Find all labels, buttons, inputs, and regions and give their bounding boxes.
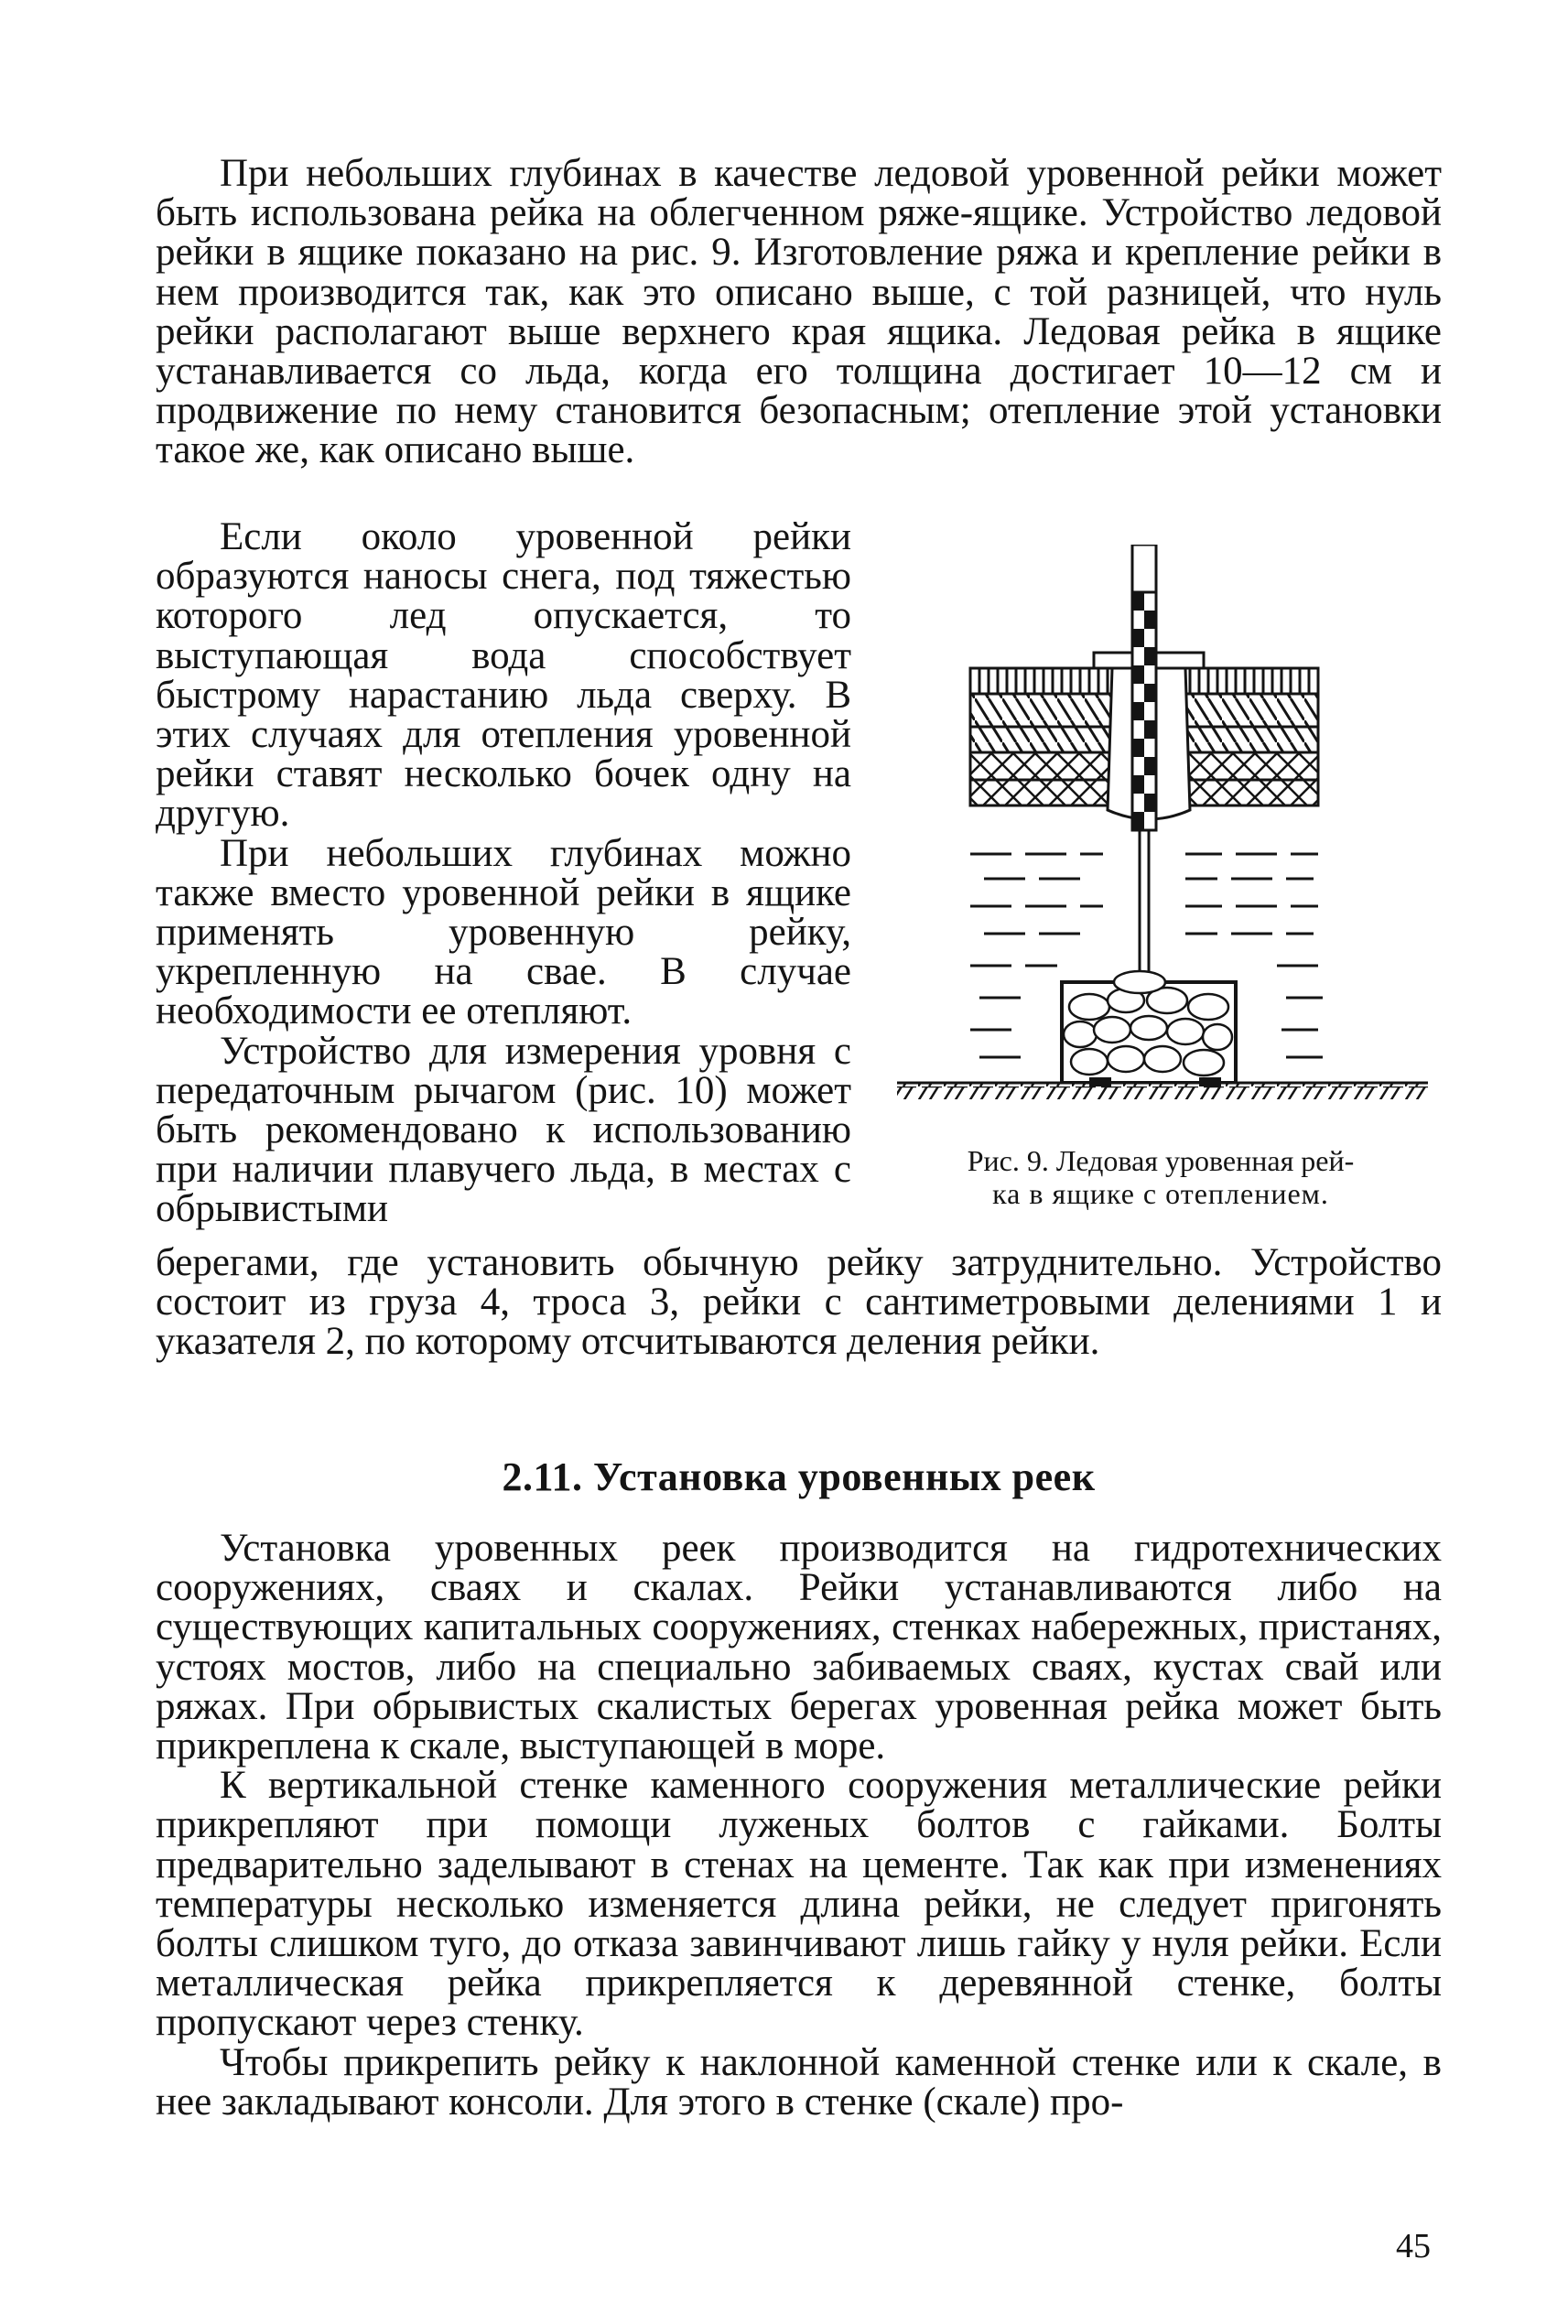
- ground: [897, 1083, 1428, 1099]
- staff-checker: [1132, 592, 1156, 830]
- ice-gauge-illustration: [892, 545, 1442, 1112]
- text-block-section: [156, 1529, 1442, 2122]
- text-block-tail: [156, 1243, 1442, 1362]
- paragraph: Устройство для измерения уровня с передаточным рычагом (рис. 10) может быть рекомендовано к использованию при наличии плавучего льда, в местах с обрывистыми: [156, 1029, 851, 1231]
- figure-ice-gauge: [892, 545, 1442, 1112]
- caption-line-1: Рис. 9. Ледовая уровенная рей-: [967, 1144, 1355, 1177]
- caption-line-2: ка в ящике с отеплением.: [992, 1177, 1329, 1210]
- text-block-top: [156, 154, 1442, 470]
- paragraph: Если около уровенной рейки образуются наносы снега, под тяжестью которого лед опускается, то выступающая вода способствует быстрому нарастанию льда сверху. В этих случаях для отепления уровенной рейки ставят несколько бочек одну на другую.: [156, 515, 851, 836]
- paragraph: Установка уровенных реек производится на гидротехнических сооружениях, сваях и скалах. Рейки устанавливаются либо на существующих капитальных сооружениях, стенках набережных, пристанях, устоях мостов, либо на специально забиваемых сваях, кустах свай или ряжах. При обрывистых скалистых берегах уровенная рейка может быть прикреплена к скале, выступающей в море.: [156, 1527, 1442, 1768]
- paragraph-continuation: берегами, где установить обычную рейку затруднительно. Устройство состоит из груза 4, троса 3, рейки с сантиметровыми делениями 1 и указателя 2, по которому отсчитываются деления рейки.: [156, 1241, 1442, 1364]
- section-heading: 2.11. Установка уровенных реек: [502, 1454, 1096, 1499]
- text-block-left-column: [156, 517, 851, 1229]
- paragraph: При небольших глубинах в качестве ледовой уровенной рейки может быть использована рейка на облегченном ряже-ящике. Устройство ледовой рейки в ящике показано на рис. 9. Изготовление ряжа и крепление рейки в нем производится так, как это описано выше, с той разницей, что нуль рейки располагают выше верхнего края ящика. Ледовая рейка в ящике устанавливается со льда, когда его толщина достигает 10—12 см и продвижение по нему становится безопасным; отепление этой установки такое же, как описано выше.: [156, 152, 1442, 472]
- paragraph: При небольших глубинах можно также вместо уровенной рейки в ящике применять уровенную рейку, укрепленную на свае. В случае необходимости ее отепляют.: [156, 831, 851, 1033]
- paragraph: К вертикальной стенке каменного сооружения металлические рейки прикрепляют при помощи луженых болтов с гайками. Болты предварительно заделывают в стенах на цементе. Так как при изменениях температуры несколько изменяется длина рейки, не следует пригонять болты слишком туго, до отказа завинчивают лишь гайку у нуля рейки. Если металлическая рейка прикрепляется к деревянной стенке, болты пропускают через стенку.: [156, 1764, 1442, 2045]
- staff-top: [1132, 545, 1156, 592]
- figure-caption: [886, 1144, 1435, 1210]
- page-number: 45: [1396, 2227, 1431, 2265]
- paragraph: Чтобы прикрепить рейку к наклонной каменной стенке или к скале, в нее закладывают консоли. Для этого в стенке (скале) про-: [156, 2040, 1442, 2124]
